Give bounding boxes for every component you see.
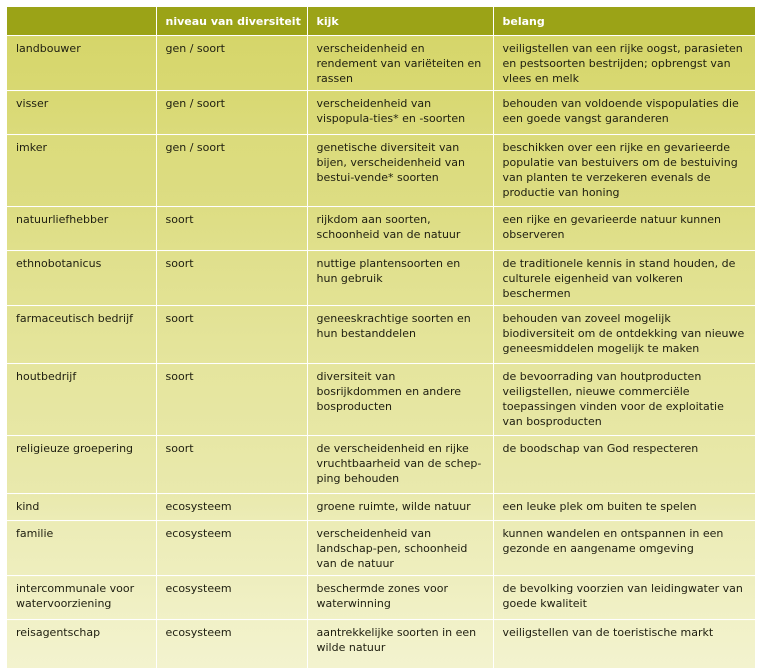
- cell-interest: de boodschap van God respecteren: [493, 436, 755, 494]
- cell-interest: veiligstellen van een rijke oogst, parasieten en pestsoorten bestrijden; opbrengst van vlees en melk: [493, 36, 755, 91]
- cell-diversity-level: soort: [156, 436, 307, 494]
- cell-diversity-level: gen / soort: [156, 135, 307, 207]
- cell-view: genetische diversiteit van bijen, verscheidenheid van bestui-vende* soorten: [307, 135, 493, 207]
- cell-interest: een leuke plek om buiten te spelen: [493, 494, 755, 521]
- cell-diversity-level: ecosysteem: [156, 521, 307, 576]
- cell-actor: intercommunale voor watervoorziening: [7, 576, 156, 620]
- cell-diversity-level: soort: [156, 306, 307, 364]
- cell-actor: kind: [7, 494, 156, 521]
- cell-view: aantrekkelijke soorten in een wilde natuur: [307, 620, 493, 668]
- diversity-table: [7, 7, 755, 668]
- cell-actor: farmaceutisch bedrijf: [7, 306, 156, 364]
- cell-actor: reisagentschap: [7, 620, 156, 668]
- cell-diversity-level: ecosysteem: [156, 620, 307, 668]
- cell-interest: behouden van voldoende vispopulaties die een goede vangst garanderen: [493, 91, 755, 135]
- table-row: [7, 36, 755, 91]
- cell-interest: de traditionele kennis in stand houden, de culturele eigenheid van volkeren beschermen: [493, 251, 755, 306]
- cell-diversity-level: soort: [156, 364, 307, 436]
- cell-view: verscheidenheid en rendement van variëteiten en rassen: [307, 36, 493, 91]
- table-row: [7, 364, 755, 436]
- cell-view: nuttige plantensoorten en hun gebruik: [307, 251, 493, 306]
- cell-actor: visser: [7, 91, 156, 135]
- table-row: [7, 135, 755, 207]
- cell-view: groene ruimte, wilde natuur: [307, 494, 493, 521]
- table-row: [7, 306, 755, 364]
- table-row: [7, 207, 755, 251]
- cell-view: geneeskrachtige soorten en hun bestanddelen: [307, 306, 493, 364]
- table-row: [7, 436, 755, 494]
- cell-diversity-level: gen / soort: [156, 91, 307, 135]
- cell-actor: houtbedrijf: [7, 364, 156, 436]
- cell-interest: de bevolking voorzien van leidingwater van goede kwaliteit: [493, 576, 755, 620]
- cell-diversity-level: ecosysteem: [156, 576, 307, 620]
- cell-view: verscheidenheid van landschap-pen, schoonheid van de natuur: [307, 521, 493, 576]
- cell-view: verscheidenheid van vispopula-ties* en -soorten: [307, 91, 493, 135]
- table-row: [7, 620, 755, 668]
- cell-actor: religieuze groepering: [7, 436, 156, 494]
- table-body: [7, 36, 755, 668]
- cell-diversity-level: soort: [156, 251, 307, 306]
- cell-interest: een rijke en gevarieerde natuur kunnen observeren: [493, 207, 755, 251]
- cell-diversity-level: soort: [156, 207, 307, 251]
- header-diversity-level: niveau van diversiteit: [156, 7, 307, 36]
- header-interest: belang: [493, 7, 755, 36]
- cell-actor: landbouwer: [7, 36, 156, 91]
- table-row: [7, 251, 755, 306]
- cell-actor: ethnobotanicus: [7, 251, 156, 306]
- cell-interest: veiligstellen van de toeristische markt: [493, 620, 755, 668]
- cell-view: rijkdom aan soorten, schoonheid van de natuur: [307, 207, 493, 251]
- table-row: [7, 521, 755, 576]
- cell-actor: imker: [7, 135, 156, 207]
- cell-interest: beschikken over een rijke en gevarieerde populatie van bestuivers om de bestuiving van planten te verzekeren evenals de productie van honing: [493, 135, 755, 207]
- table-header-row: [7, 7, 755, 36]
- cell-interest: behouden van zoveel mogelijk biodiversiteit om de ontdekking van nieuwe geneesmiddelen mogelijk te maken: [493, 306, 755, 364]
- header-view: kijk: [307, 7, 493, 36]
- cell-diversity-level: ecosysteem: [156, 494, 307, 521]
- cell-diversity-level: gen / soort: [156, 36, 307, 91]
- table-row: [7, 494, 755, 521]
- header-actor: [7, 7, 156, 36]
- cell-actor: natuurliefhebber: [7, 207, 156, 251]
- diversity-table-container: [7, 7, 755, 668]
- cell-view: de verscheidenheid en rijke vruchtbaarheid van de schep-ping behouden: [307, 436, 493, 494]
- cell-view: diversiteit van bosrijkdommen en andere bosproducten: [307, 364, 493, 436]
- cell-interest: kunnen wandelen en ontspannen in een gezonde en aangename omgeving: [493, 521, 755, 576]
- table-row: [7, 91, 755, 135]
- cell-view: beschermde zones voor waterwinning: [307, 576, 493, 620]
- cell-actor: familie: [7, 521, 156, 576]
- table-row: [7, 576, 755, 620]
- cell-interest: de bevoorrading van houtproducten veiligstellen, nieuwe commerciële toepassingen vinden voor de exploitatie van bosproducten: [493, 364, 755, 436]
